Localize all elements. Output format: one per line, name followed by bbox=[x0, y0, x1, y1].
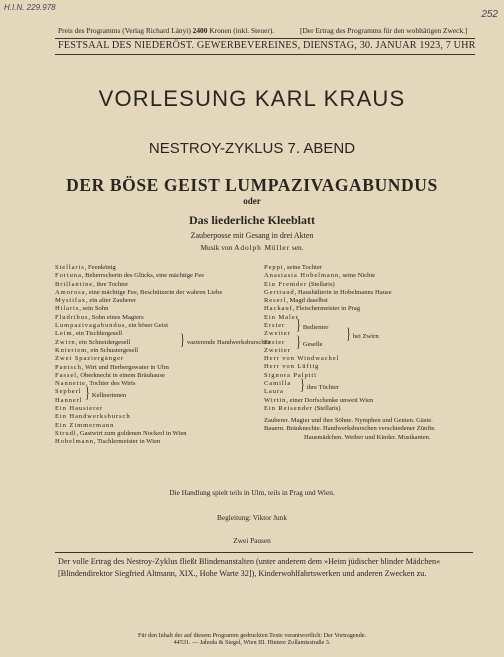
archive-call-number: H.I.N. 229.978 bbox=[4, 3, 56, 12]
cast-entry: Camilla bbox=[264, 379, 292, 387]
cast-entry: Wirtin, einer Dorfschenke unweit Wien bbox=[264, 396, 374, 404]
cast-entry: Hilaris, sein Sohn bbox=[55, 305, 109, 313]
cast-entry: Amorosa, eine mächtige Fee, Beschützerin der wahren Liebe bbox=[55, 288, 223, 296]
charity-note: Der volle Ertrag des Nestroy-Zyklus fließt Blindenanstalten (unter anderem dem »Heim jüdischer blinder Mädchen« [Blindendirektor Siegfried Altmann, XIX., Hohe Warte 32]), Kinderwohlfahrtswerken und anderen Zwecken zu. bbox=[58, 557, 441, 578]
play-title: DER BÖSE GEIST LUMPAZIVAGABUNDUS bbox=[66, 175, 438, 195]
cast-entry: Erster bbox=[264, 322, 286, 330]
cast-entry: Ein Maler bbox=[264, 313, 299, 321]
event-title: VORLESUNG KARL KRAUS bbox=[98, 86, 406, 111]
brace-icon: } bbox=[180, 332, 185, 351]
cast-group-daughters bbox=[264, 377, 436, 397]
archive-page-number: 252 bbox=[481, 9, 498, 20]
cast-entry: Ein Zimmermann bbox=[55, 421, 115, 429]
cast-entry: Ein Reisender (Stellaris) bbox=[264, 404, 341, 412]
intermissions-note: Zwei Pausen bbox=[233, 536, 271, 545]
play-title-connector: oder bbox=[243, 196, 261, 206]
cast-entry: Brillantine, ihre Tochter bbox=[55, 280, 129, 288]
group-note-apprentices: } bei Zwirn bbox=[346, 326, 379, 345]
brace-icon: } bbox=[296, 334, 301, 353]
cast-entry: Knieriem, ein Schustergesell bbox=[55, 346, 139, 354]
cast-entry: Zweiter bbox=[264, 330, 291, 338]
group-note-journeymen: } vazierende Handwerksburschen bbox=[180, 332, 271, 351]
cast-entry: Erster bbox=[264, 338, 286, 346]
proceeds-note: [Der Ertrag des Programms für den wohltätigen Zweck.] bbox=[300, 26, 468, 35]
group-note-journeyman: } Geselle bbox=[296, 334, 323, 353]
music-credit: Musik von Adolph Müller sen. bbox=[200, 243, 304, 252]
cast-entry: Fortuna, Beherrscherin des Glücks, eine mächtige Fee bbox=[55, 272, 205, 280]
price-note: Preis des Programms (Verlag Richard Lányi) 2400 Kronen (inkl. Steuer). bbox=[58, 26, 275, 35]
brace-icon: } bbox=[300, 377, 305, 395]
setting-note: Die Handlung spielt teils in Ulm, teils in Prag und Wien. bbox=[169, 488, 335, 497]
group-note-servant: } Bedienter bbox=[296, 317, 329, 336]
cast-entry: Reserl, Magd daselbst bbox=[264, 297, 328, 305]
cast-entry: Hackauf, Fleischermeister in Prag bbox=[264, 305, 361, 313]
cast-entry: Anastasia Hobelmann, seine Nichte bbox=[264, 272, 376, 280]
play-alt-title: Das liederliche Kleeblatt bbox=[189, 213, 315, 227]
group-note-waitresses: } Kellnerinnen bbox=[85, 385, 127, 404]
ensemble-note: Zauberer. Magier und ihre Söhne. Nymphen und Genien. Gäste. Bauern. Bräuknechte. Handwerksburschen verschiedener Zünfte. Hausmädchen. Weiber und Kinder. Musikanten. bbox=[264, 417, 436, 441]
print-notice: Für den Inhalt der auf diesem Programm gedruckten Texte verantwortlich: Der Vortragende. 44531. — Jahoda & Siegel, Wien III. Hintere Zollamtsstraße 3. bbox=[137, 632, 367, 647]
cast-entry: Fassel, Oberknecht in einem Bräuhause bbox=[55, 371, 165, 379]
cast-entry: Fludribus, Sohn eines Magiers bbox=[55, 313, 144, 321]
top-rule bbox=[55, 38, 475, 39]
accompaniment-credit: Begleitung: Viktor Junk bbox=[217, 513, 287, 522]
cast-entry: Zwirn, ein Schneidergesell bbox=[55, 338, 131, 346]
cast-entry: Leim, ein Tischlergesell bbox=[55, 330, 123, 338]
cast-entry: Sepherl bbox=[55, 388, 82, 396]
cast-entry: Herr von Lüftig bbox=[264, 363, 320, 371]
brace-icon: } bbox=[85, 385, 90, 404]
cast-entry: Laura bbox=[264, 388, 284, 396]
cast-entry: Zwei Spaziergänger bbox=[55, 355, 124, 363]
cast-entry: Ein Hausierer bbox=[55, 405, 104, 413]
cast-entry: Signora Palpiti bbox=[264, 371, 317, 379]
cast-entry: Pantsch, Wirt und Herbergswater in Ulm bbox=[55, 363, 169, 371]
cast-entry: Herr von Windwachel bbox=[264, 355, 340, 363]
cast-entry: Ein Fremder (Stellaris) bbox=[264, 280, 335, 288]
cast-list-right bbox=[264, 264, 436, 442]
cast-entry: Ein Handwerksbursch bbox=[55, 413, 131, 421]
cast-entry: Stellaris, Feenkönig bbox=[55, 264, 116, 271]
cycle-subtitle: NESTROY-ZYKLUS 7. ABEND bbox=[148, 140, 356, 157]
cast-entry: Peppi, seine Tochter bbox=[264, 264, 322, 271]
cast-entry: Strudl, Gastwirt zum goldenen Nockerl in Wien bbox=[55, 429, 187, 437]
brace-icon: } bbox=[346, 326, 351, 345]
cast-entry: Nannette, Tochter des Wirts bbox=[55, 380, 136, 388]
cast-entry: Mystifax, ein alter Zauberer bbox=[55, 297, 137, 305]
cast-group-journeymen bbox=[55, 330, 271, 355]
cast-entry: Gertraud, Haushälterin in Hobelmanns Hause bbox=[264, 288, 392, 296]
venue-rule bbox=[55, 54, 475, 55]
brace-icon: } bbox=[296, 317, 301, 336]
play-genre: Zauberposse mit Gesang in drei Akten bbox=[190, 231, 314, 240]
group-note-daughters: } ihre Töchter bbox=[300, 377, 340, 395]
cast-entry: Zweiter bbox=[264, 346, 291, 354]
cast-entry: Hannerl bbox=[55, 396, 83, 404]
venue-line: FESTSAAL DES NIEDERÖST. GEWERBEVEREINES, DIENSTAG, 30. JANUAR 1923, 7 UHR bbox=[58, 40, 476, 51]
cast-entry: Lumpazivagabundus, ein böser Geist bbox=[55, 322, 169, 330]
cast-group-waitresses bbox=[55, 385, 222, 405]
cast-list-left bbox=[55, 264, 271, 447]
bottom-rule bbox=[55, 552, 473, 553]
cast-entry: Hobelmann, Tischlermeister in Wien bbox=[55, 438, 161, 446]
